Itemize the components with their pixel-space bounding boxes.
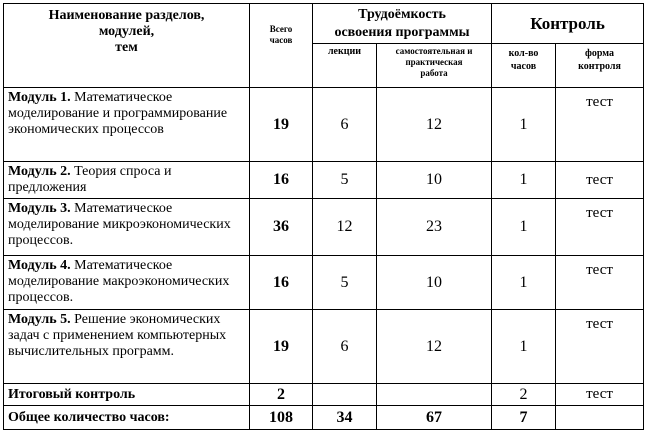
module-control-hours: 1	[492, 162, 556, 199]
module-lectures: 12	[313, 199, 377, 256]
module-self: 23	[377, 199, 492, 256]
grand-total-self: 67	[377, 406, 492, 430]
module-total: 36	[250, 199, 313, 256]
header-total-hours: Всего часов	[250, 4, 313, 88]
module-self: 10	[377, 256, 492, 310]
module-control-form: тест	[556, 162, 644, 199]
module-name-cell	[4, 162, 250, 199]
module-control-form: тест	[556, 88, 644, 162]
curriculum-table	[3, 3, 644, 430]
grand-total-form	[556, 406, 644, 430]
table-row	[4, 256, 644, 310]
module-self: 12	[377, 88, 492, 162]
header-labor-group: Трудоёмкость освоения программы	[313, 4, 492, 44]
grand-total-row	[4, 406, 644, 430]
table-row	[4, 199, 644, 256]
module-control-hours: 1	[492, 310, 556, 384]
module-control-form: тест	[556, 256, 644, 310]
module-lectures: 6	[313, 310, 377, 384]
final-control-form: тест	[556, 384, 644, 406]
header-control-hours: кол-во часов	[492, 44, 556, 88]
module-control-form: тест	[556, 199, 644, 256]
module-title: Модуль 5.	[8, 312, 71, 327]
module-total: 19	[250, 310, 313, 384]
module-total: 16	[250, 162, 313, 199]
table-row	[4, 310, 644, 384]
module-title: Модуль 4.	[8, 258, 71, 273]
module-control-form: тест	[556, 310, 644, 384]
module-desc: Математическое моделирование и программирование экономических процессов	[8, 90, 228, 137]
grand-total-label: Общее количество часов:	[4, 406, 250, 430]
header-section-name: Наименование разделов, модулей, тем	[4, 4, 250, 88]
module-self: 12	[377, 310, 492, 384]
module-title: Модуль 3.	[8, 201, 71, 216]
grand-total-lectures: 34	[313, 406, 377, 430]
final-control-row	[4, 384, 644, 406]
header-self-work: самостоятельная и практическая работа	[377, 44, 492, 88]
module-title: Модуль 2.	[8, 164, 71, 179]
module-desc: Теория спроса и предложения	[8, 164, 172, 195]
final-control-label: Итоговый контроль	[4, 384, 250, 406]
final-control-hours: 2	[492, 384, 556, 406]
final-control-total: 2	[250, 384, 313, 406]
module-control-hours: 1	[492, 256, 556, 310]
module-name-cell	[4, 88, 250, 162]
module-name-cell	[4, 310, 250, 384]
module-total: 16	[250, 256, 313, 310]
header-control-group: Контроль	[492, 4, 644, 44]
final-control-self	[377, 384, 492, 406]
table-row	[4, 88, 644, 162]
grand-total-control-hours: 7	[492, 406, 556, 430]
module-desc: Математическое моделирование микроэкономических процессов.	[8, 201, 231, 248]
grand-total-hours: 108	[250, 406, 313, 430]
module-lectures: 5	[313, 256, 377, 310]
module-name-cell	[4, 256, 250, 310]
module-lectures: 5	[313, 162, 377, 199]
module-name-cell	[4, 199, 250, 256]
header-control-form: форма контроля	[556, 44, 644, 88]
module-desc: Математическое моделирование макроэкономических процессов.	[8, 258, 230, 305]
module-title: Модуль 1.	[8, 90, 71, 105]
module-self: 10	[377, 162, 492, 199]
header-lectures: лекции	[313, 44, 377, 88]
module-lectures: 6	[313, 88, 377, 162]
table-row	[4, 162, 644, 199]
module-control-hours: 1	[492, 199, 556, 256]
module-desc: Решение экономических задач с применением компьютерных вычислительных программ.	[8, 312, 227, 359]
module-control-hours: 1	[492, 88, 556, 162]
final-control-lectures	[313, 384, 377, 406]
module-total: 19	[250, 88, 313, 162]
header-row-1	[4, 4, 644, 44]
